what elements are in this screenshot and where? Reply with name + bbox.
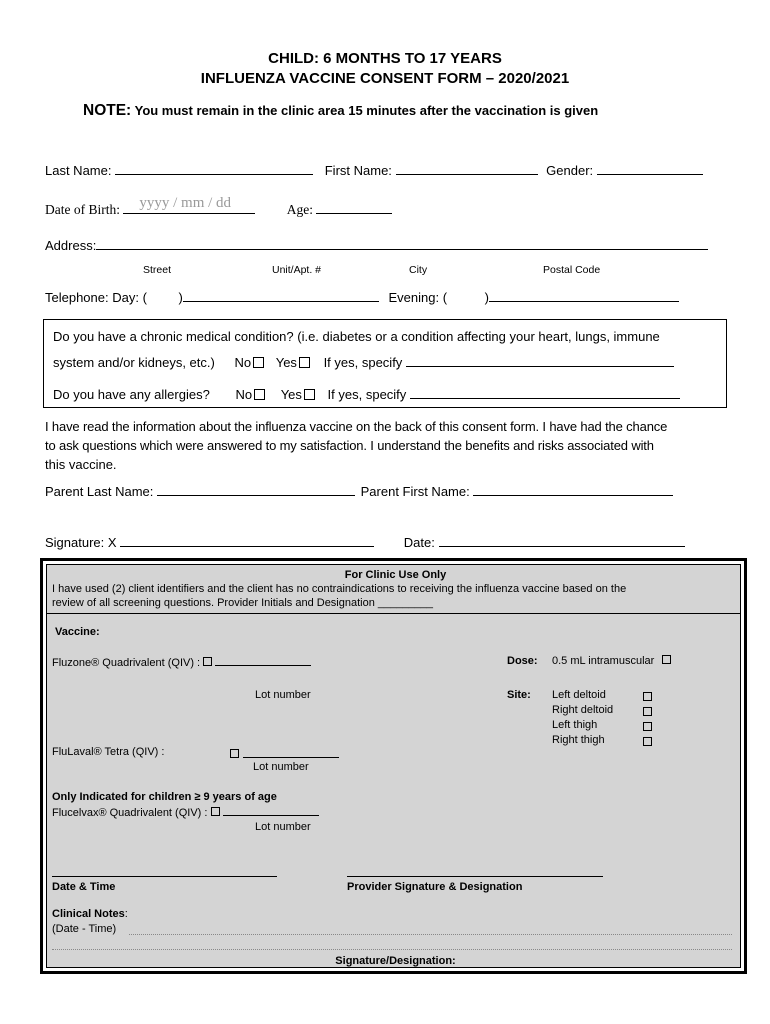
age-field[interactable] <box>316 200 392 214</box>
last-name-field[interactable] <box>115 161 313 175</box>
site-left-deltoid: Left deltoid <box>552 689 606 701</box>
address-sub-city: City <box>409 264 428 276</box>
signature-label: Signature: X <box>45 535 117 550</box>
gender-label: Gender: <box>546 163 594 178</box>
chronic-question-line2: system and/or kidneys, etc.) <box>53 355 215 370</box>
consent-line3: this vaccine. <box>45 457 117 472</box>
date-time-line[interactable] <box>52 876 277 877</box>
telephone-paren: ) <box>178 290 183 305</box>
site-right-deltoid: Right deltoid <box>552 704 614 716</box>
signature-row <box>45 533 685 550</box>
clinic-statement2: review of all screening questions. Provider Initials and Designation _________ <box>52 597 433 609</box>
flucelvax-lot-label: Lot number <box>255 821 311 833</box>
fluzone-lot-label: Lot number <box>255 689 311 701</box>
site-right-thigh-checkbox[interactable] <box>643 737 652 746</box>
only-indicated-note: Only Indicated for children ≥ 9 years of age <box>52 791 277 803</box>
chronic-no-checkbox[interactable] <box>253 357 264 368</box>
fluzone-checkbox[interactable] <box>203 657 212 666</box>
clinic-divider <box>47 613 740 614</box>
allergy-question: Do you have any allergies? <box>53 387 210 402</box>
clinical-notes-label <box>52 908 128 920</box>
date-label: Date: <box>403 535 435 550</box>
allergy-specify-field[interactable] <box>410 385 680 399</box>
telephone-day-field[interactable] <box>183 288 379 302</box>
clinic-heading: For Clinic Use Only <box>344 569 447 581</box>
clinical-notes-colon: : <box>124 908 128 920</box>
note <box>83 102 598 120</box>
chronic-yes-checkbox[interactable] <box>299 357 310 368</box>
chronic-no-label: No <box>234 355 252 370</box>
fluzone-lot-field[interactable] <box>215 655 311 666</box>
evening-paren: ) <box>484 290 490 305</box>
form-title-line2: INFLUENZA VACCINE CONSENT FORM – 2020/2021 <box>200 70 570 87</box>
dob-field[interactable] <box>123 195 255 214</box>
site-left-thigh: Left thigh <box>552 719 598 731</box>
site-right-deltoid-checkbox[interactable] <box>643 707 652 716</box>
provider-signature-label: Provider Signature & Designation <box>347 881 523 893</box>
first-name-field[interactable] <box>396 161 538 175</box>
flulaval-checkbox[interactable] <box>230 749 239 758</box>
telephone-day-label: Telephone: Day: ( <box>45 290 147 305</box>
fluzone-row <box>52 655 311 669</box>
provider-signature-line[interactable] <box>347 876 603 877</box>
form-title-line1: CHILD: 6 MONTHS TO 17 YEARS <box>268 50 502 67</box>
last-name-row <box>45 161 703 178</box>
last-name-label: Last Name: <box>45 163 112 178</box>
evening-label: Evening: ( <box>388 290 448 305</box>
dob-label: Date of Birth: <box>45 202 120 217</box>
allergy-question-row <box>53 385 680 402</box>
site-label: Site: <box>507 689 531 701</box>
clinic-use-box <box>40 558 747 974</box>
date-time-label: Date & Time <box>52 881 116 893</box>
note-label: NOTE: <box>83 102 132 119</box>
telephone-row <box>45 288 679 305</box>
clinic-use-inner <box>46 564 741 968</box>
parent-first-label: Parent First Name: <box>360 484 470 499</box>
chronic-question-row <box>53 353 674 370</box>
dose-value: 0.5 mL intramuscular <box>552 655 655 667</box>
allergy-yes-checkbox[interactable] <box>304 389 315 400</box>
clinical-notes-line2[interactable] <box>52 949 732 950</box>
first-name-label: First Name: <box>324 163 392 178</box>
parent-last-label: Parent Last Name: <box>45 484 154 499</box>
chronic-yes-label: Yes <box>275 355 297 370</box>
dose-row <box>552 655 671 667</box>
chronic-specify-field[interactable] <box>406 353 674 367</box>
site-right-thigh: Right thigh <box>552 734 605 746</box>
chronic-question-line1: Do you have a chronic medical condition? (i.e. diabetes or a condition affecting your heart, lungs, immune <box>53 329 660 344</box>
date-field[interactable] <box>439 533 685 547</box>
flucelvax-lot-field[interactable] <box>223 805 319 816</box>
address-row <box>45 236 708 253</box>
address-label: Address: <box>45 238 97 253</box>
allergy-yes-label: Yes <box>280 387 302 402</box>
flucelvax-checkbox[interactable] <box>211 807 220 816</box>
chronic-specify-label: If yes, specify <box>323 355 403 370</box>
clinical-notes-date-time: (Date - Time) <box>52 923 117 935</box>
signature-field[interactable] <box>120 533 374 547</box>
age-label: Age: <box>286 202 313 217</box>
flucelvax-row <box>52 805 319 819</box>
flulaval-label: FluLaval® Tetra (QIV) : <box>52 746 165 758</box>
flucelvax-label: Flucelvax® Quadrivalent (QIV) : <box>52 807 208 819</box>
signature-designation-label: Signature/Designation: <box>335 955 456 967</box>
site-left-deltoid-checkbox[interactable] <box>643 692 652 701</box>
address-sub-unit: Unit/Apt. # <box>272 264 322 276</box>
dob-row <box>45 195 392 218</box>
allergy-no-checkbox[interactable] <box>254 389 265 400</box>
clinic-statement1: I have used (2) client identifiers and the client has no contraindications to receiving the influenza vaccine based on the <box>52 583 627 595</box>
dose-checkbox[interactable] <box>662 655 671 664</box>
gender-field[interactable] <box>597 161 703 175</box>
parent-first-field[interactable] <box>473 482 673 496</box>
site-left-thigh-checkbox[interactable] <box>643 722 652 731</box>
clinical-notes-text: Clinical Notes <box>52 908 125 920</box>
consent-line1: I have read the information about the influenza vaccine on the back of this consent form. I have had the chance <box>45 419 668 434</box>
parent-last-field[interactable] <box>157 482 355 496</box>
allergy-specify-label: If yes, specify <box>327 387 407 402</box>
consent-line2: to ask questions which were answered to my satisfaction. I understand the benefits and risks associated with <box>45 438 654 453</box>
vaccine-label: Vaccine: <box>55 626 100 638</box>
parent-name-row <box>45 482 673 499</box>
flulaval-lot-label: Lot number <box>253 761 309 773</box>
address-sub-street: Street <box>143 264 172 276</box>
dob-placeholder: yyyy / mm / dd <box>139 195 232 211</box>
clinical-notes-line1[interactable] <box>129 934 732 935</box>
address-field[interactable] <box>96 236 708 250</box>
dose-label: Dose: <box>507 655 538 667</box>
address-sub-postal: Postal Code <box>543 264 601 276</box>
medical-questions-box <box>43 319 727 408</box>
telephone-evening-field[interactable] <box>489 288 679 302</box>
flulaval-lot-field[interactable] <box>243 747 339 758</box>
fluzone-label: Fluzone® Quadrivalent (QIV) : <box>52 657 201 669</box>
note-text: You must remain in the clinic area 15 minutes after the vaccination is given <box>134 103 599 118</box>
allergy-no-label: No <box>235 387 253 402</box>
